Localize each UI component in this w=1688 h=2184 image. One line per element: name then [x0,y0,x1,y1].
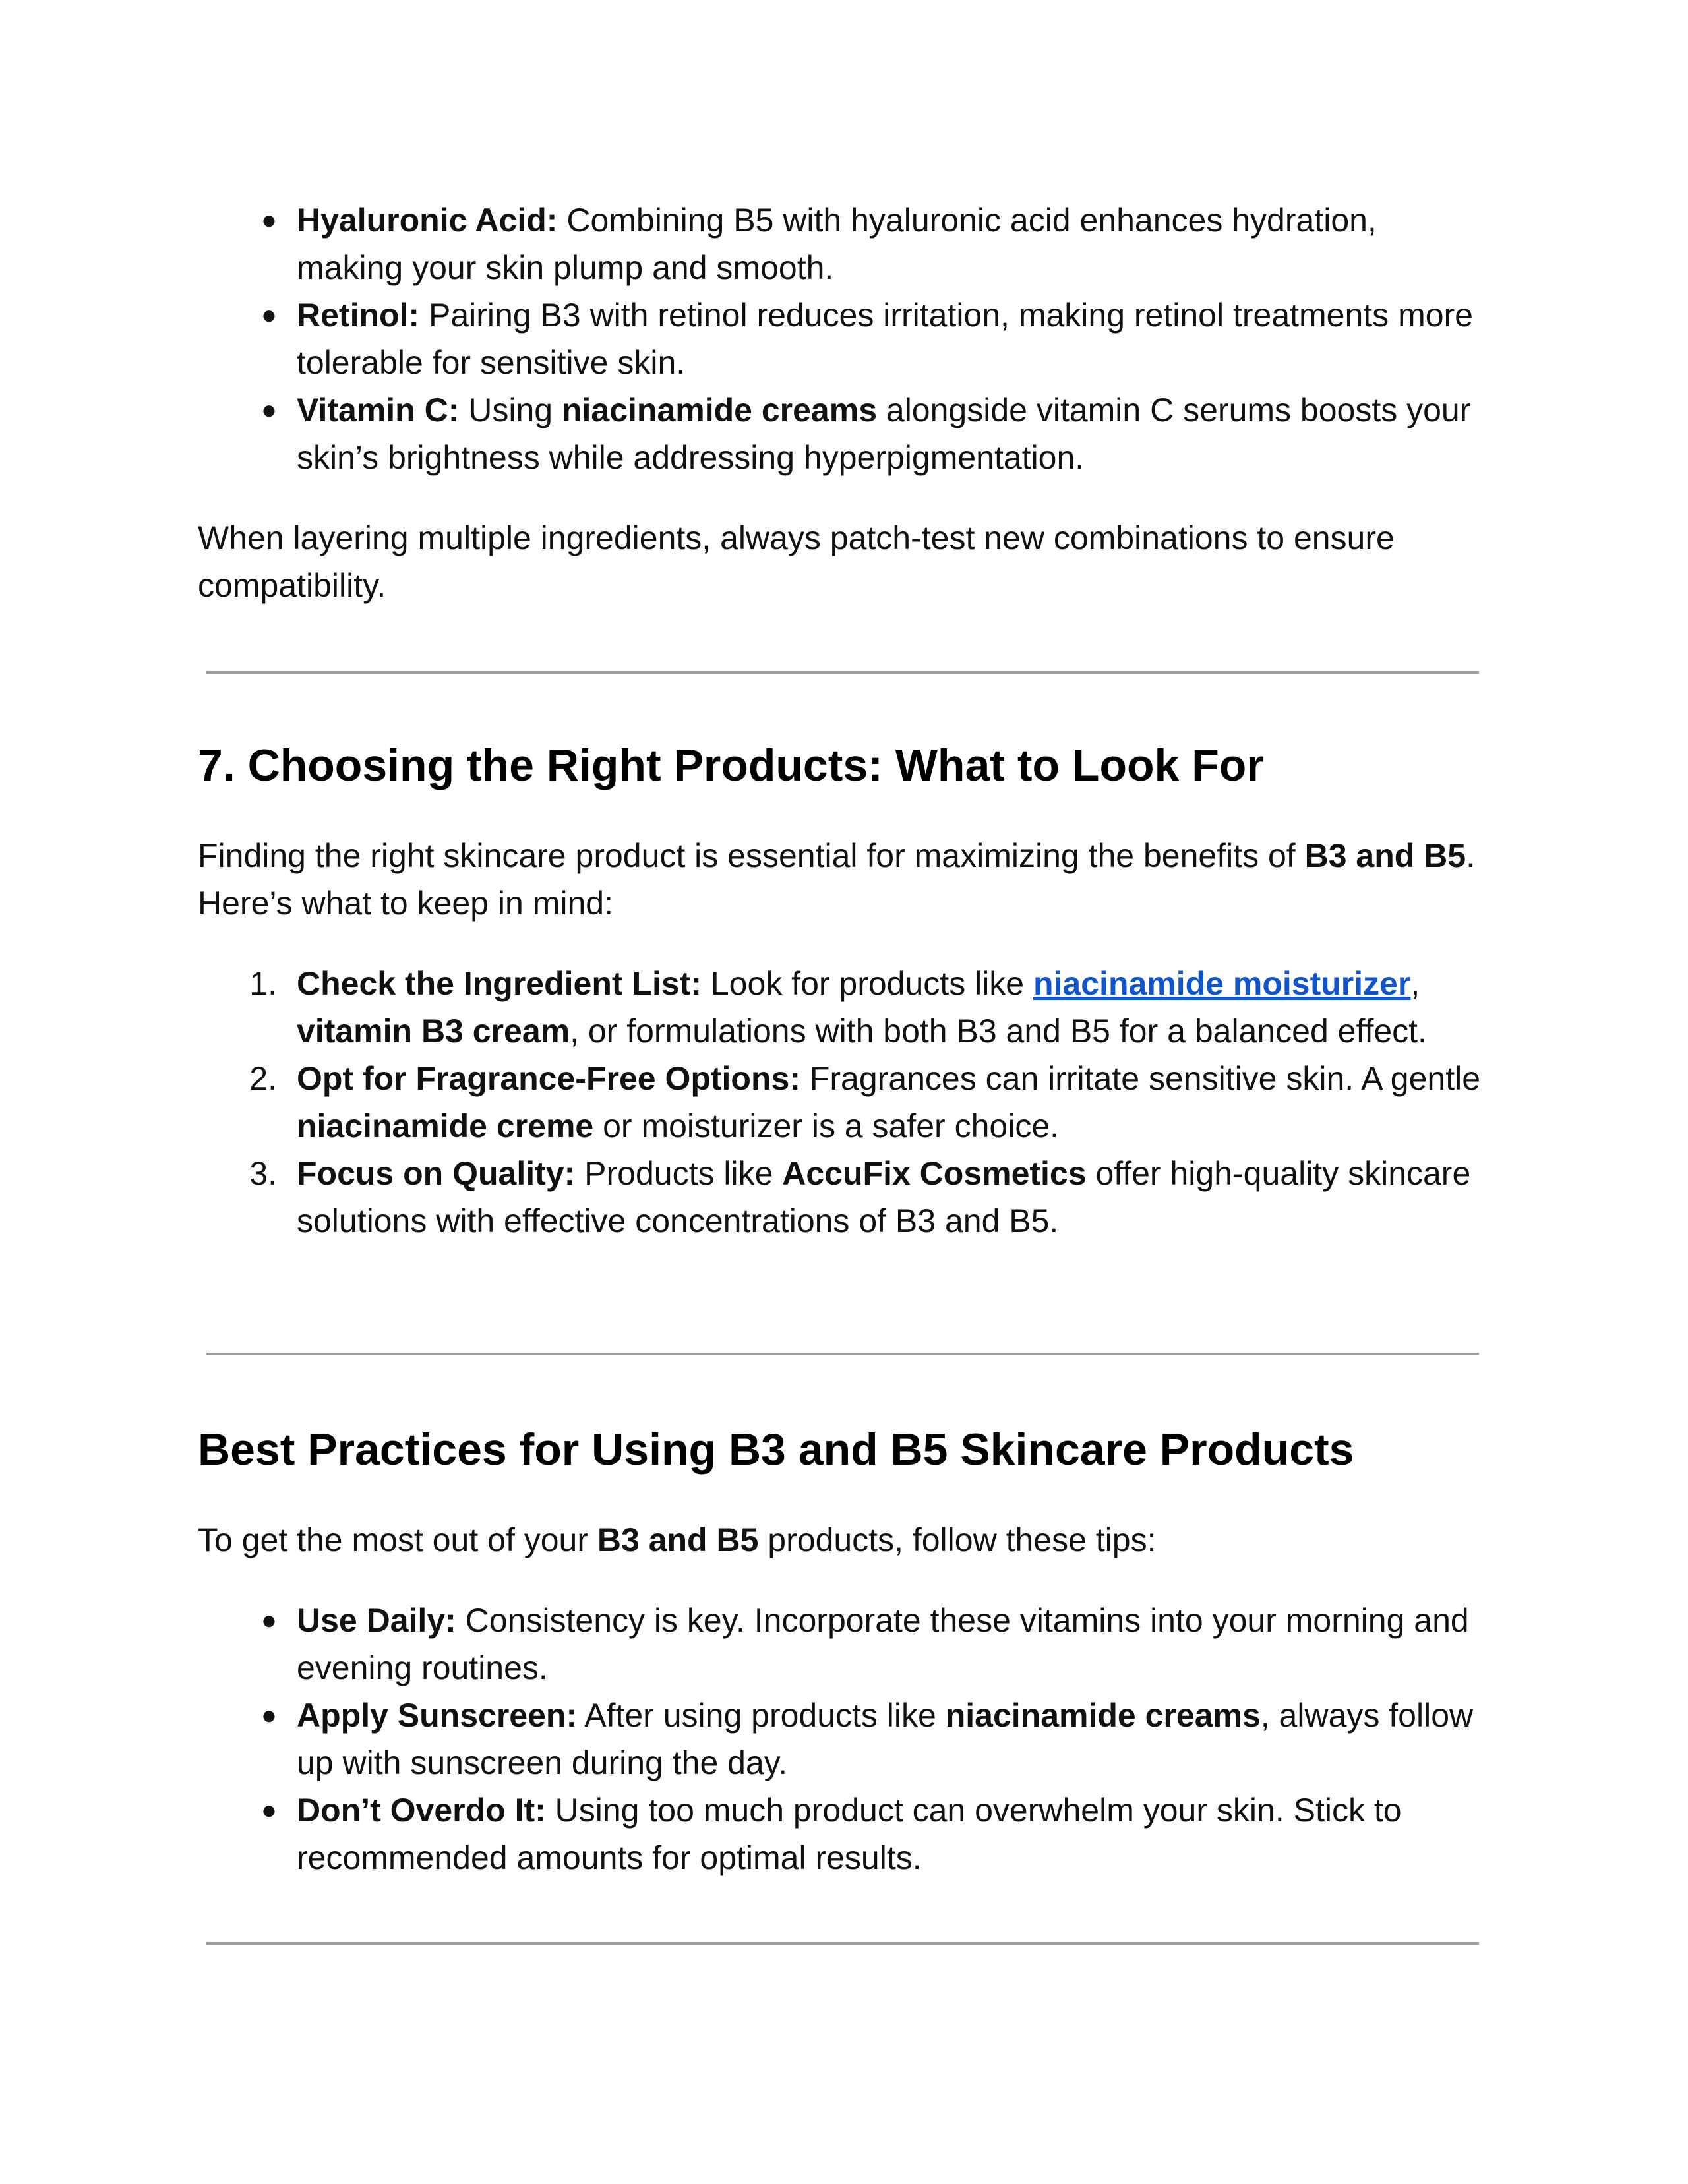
item-label: Hyaluronic Acid: [297,202,558,239]
list-item [198,386,1490,481]
item-text: alongside vitamin C serums boosts your skin’s brightness while addressing hyperpigmentation. [297,392,1471,476]
item-text: Using too much product can overwhelm your skin. Stick to recommended amounts for optimal results. [297,1792,1402,1876]
section-heading: 7. Choosing the Right Products: What to Look For [198,740,1264,790]
item-text: , [1410,965,1420,1002]
section-intro [198,1516,1490,1564]
section-heading: Best Practices for Using B3 and B5 Skincare Products [198,1425,1354,1475]
section-7 [198,736,1490,1245]
list-item [198,960,1490,1055]
item-label: Don’t Overdo It: [297,1792,546,1829]
item-bold-term: niacinamide creams [945,1697,1261,1734]
list-item [198,1786,1490,1881]
list-number: 2. [249,1060,277,1097]
item-bold-term: AccuFix Cosmetics [782,1155,1087,1192]
list-item [198,1692,1490,1786]
bullet-marker: ● [260,301,277,330]
item-label: Vitamin C: [297,392,460,428]
list-item [198,1055,1490,1150]
ingredient-pairings-list-block [198,196,1490,609]
list-number: 3. [249,1155,277,1192]
section-best-practices [198,1420,1490,1881]
section-divider [206,1353,1479,1355]
item-text: , or formulations with both B3 and B5 for a balanced effect. [570,1013,1427,1049]
item-text: or moisturizer is a safer choice. [593,1107,1060,1144]
bullet-marker: ● [260,206,277,235]
bullet-marker: ● [260,1796,277,1825]
intro-text: Finding the right skincare product is essential for maximizing the benefits of [198,837,1305,874]
numbered-list [198,960,1490,1245]
niacinamide-moisturizer-link[interactable]: niacinamide moisturizer [1033,965,1411,1002]
tips-list [198,1597,1490,1881]
ingredient-pairings-list [198,196,1490,481]
section-intro [198,832,1490,927]
item-label: Focus on Quality: [297,1155,576,1192]
item-text: , always follow up with sunscreen during the day. [297,1697,1474,1781]
patch-test-paragraph: When layering multiple ingredients, always patch-test new combinations to ensure compatibility. [198,519,1395,604]
intro-bold: B3 and B5 [1304,837,1466,874]
item-bold-term: vitamin B3 cream [297,1013,570,1049]
item-text: offer high-quality skincare solutions with effective concentrations of B3 and B5. [297,1155,1471,1239]
list-item [198,1597,1490,1692]
list-number: 1. [249,965,277,1002]
bullet-marker: ● [260,1701,277,1730]
item-text: Combining B5 with hyaluronic acid enhances hydration, making your skin plump and smooth. [297,202,1377,286]
item-text: Look for products like [701,965,1033,1002]
item-bold-term: niacinamide creme [297,1107,594,1144]
item-text: After using products like [577,1697,946,1734]
section-divider [206,671,1479,674]
bullet-marker: ● [260,1606,277,1635]
bullet-marker: ● [260,396,277,425]
item-text: Products like [575,1155,783,1192]
item-text: Pairing B3 with retinol reduces irritation, making retinol treatments more tolerable for sensitive skin. [297,297,1473,381]
item-label: Use Daily: [297,1602,456,1639]
intro-text: . Here’s what to keep in mind: [198,837,1476,922]
item-bold-term: niacinamide creams [561,392,877,428]
intro-bold: B3 and B5 [597,1521,759,1558]
item-label: Check the Ingredient List: [297,965,702,1002]
list-item [198,291,1490,386]
intro-text: products, follow these tips: [758,1521,1157,1558]
item-label: Apply Sunscreen: [297,1697,578,1734]
section-divider [206,1942,1479,1945]
intro-text: To get the most out of your [198,1521,597,1558]
item-label: Retinol: [297,297,420,334]
item-text: Using [459,392,562,428]
item-text: Consistency is key. Incorporate these vitamins into your morning and evening routines. [297,1602,1469,1686]
list-item [198,1150,1490,1245]
list-item [198,196,1490,291]
item-label: Opt for Fragrance-Free Options: [297,1060,800,1097]
item-text: Fragrances can irritate sensitive skin. A gentle [800,1060,1481,1097]
